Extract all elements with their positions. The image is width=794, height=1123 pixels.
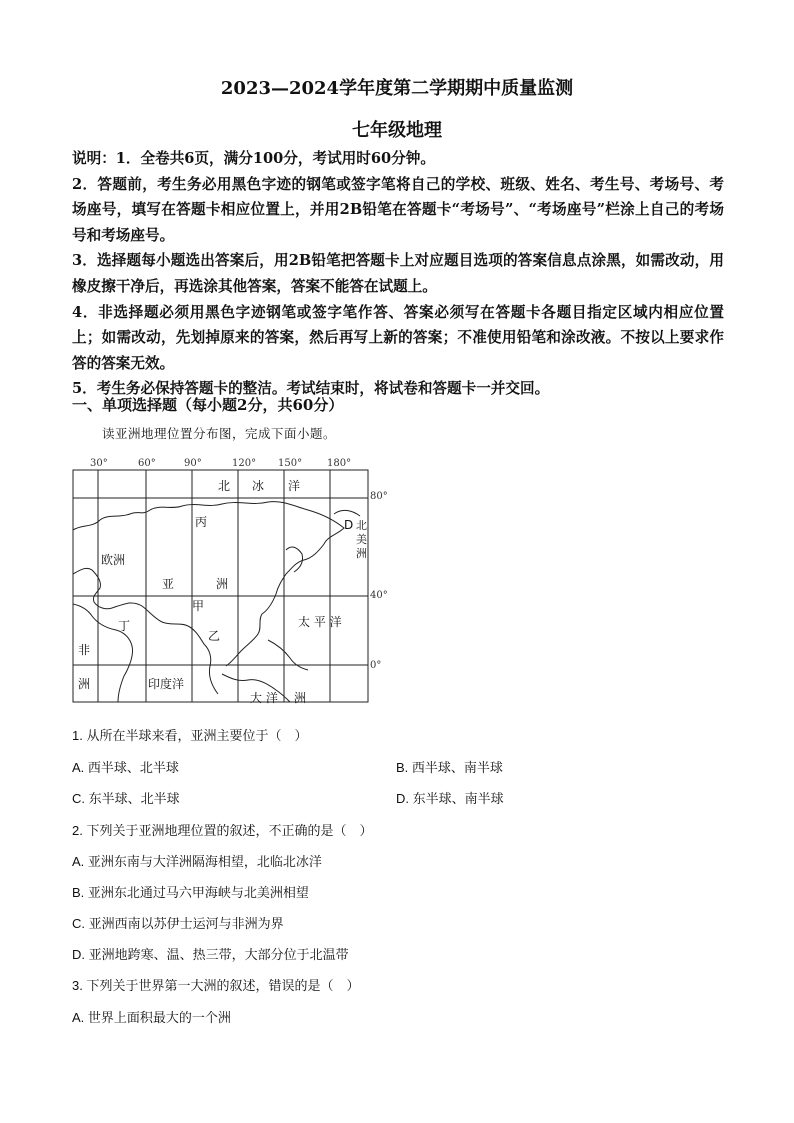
answer-option[interactable]: A. 世界上面积最大的一个洲 bbox=[72, 1010, 231, 1025]
map-label-bing: 丙 bbox=[195, 515, 208, 529]
question-stem: 1. 从所在半球来看，亚洲主要位于（ ） bbox=[72, 728, 308, 743]
instruction-item: 4．非选择题必须用黑色字迹钢笔或签字笔作答、答案必须写在答题卡各题目指定区域内相应位置上；如需改动，先划掉原来的答案，然后再写上新的答案；不准使用铅笔和涂改液。不按以上要求作答的答案无效。 bbox=[72, 303, 724, 372]
section-intro: 读亚洲地理位置分布图，完成下面小题。 bbox=[102, 426, 337, 441]
map-label-africa: 非 bbox=[78, 643, 91, 657]
map-label-yi: 乙 bbox=[208, 629, 221, 643]
map-label-pacific-ocean: 太 平 洋 bbox=[298, 615, 342, 629]
instruction-item: 2．答题前，考生务必用黑色字迹的钢笔或签字笔将自己的学校、班级、姓名、考生号、考场号、考场座号，填写在答题卡相应位置上，并用2B铅笔在答题卡“考场号”、“考场座号”栏涂上自己的考场号和考场座号。 bbox=[72, 175, 724, 244]
map-label-north-america: 美 bbox=[356, 533, 367, 546]
coastline-outline bbox=[73, 502, 360, 702]
map-label-asia: 洲 bbox=[216, 577, 229, 591]
lon-label: 60° bbox=[138, 458, 156, 469]
lon-label: 180° bbox=[327, 458, 352, 469]
map-label-north-america: 洲 bbox=[356, 547, 367, 560]
instruction-item: 说明：1．全卷共6页，满分100分，考试用时60分钟。 bbox=[72, 150, 435, 167]
answer-option[interactable]: A. 西半球、北半球 bbox=[72, 760, 179, 775]
map-label-arctic-ocean: 北 bbox=[218, 479, 231, 493]
map-label-ding: 丁 bbox=[118, 619, 131, 633]
section-heading: 一、单项选择题（每小题2分，共60分） bbox=[72, 396, 344, 414]
instruction-item: 3．选择题每小题选出答案后，用2B铅笔把答题卡上对应题目选项的答案信息点涂黑，如需改动，用橡皮擦干净后，再选涂其他答案，答案不能答在试题上。 bbox=[72, 252, 724, 295]
question-stem: 3. 下列关于世界第一大洲的叙述，错误的是（ ） bbox=[72, 978, 360, 993]
lon-label: 90° bbox=[184, 458, 202, 469]
map-label-d: D bbox=[344, 518, 354, 532]
lat-label: 0° bbox=[370, 660, 382, 671]
answer-option[interactable]: B. 亚洲东北通过马六甲海峡与北美洲相望 bbox=[72, 885, 309, 900]
instruction-item: 5．考生务必保持答题卡的整洁。考试结束时，将试卷和答题卡一并交回。 bbox=[72, 380, 550, 398]
lon-label: 150° bbox=[278, 458, 303, 469]
map-label-arctic-ocean: 冰 bbox=[252, 479, 265, 493]
map-label-north-america: 北 bbox=[356, 519, 367, 532]
instructions bbox=[72, 146, 724, 402]
answer-option[interactable]: A. 亚洲东南与大洋洲隔海相望，北临北冰洋 bbox=[72, 854, 322, 869]
map-label-jia: 甲 bbox=[192, 599, 205, 613]
map-label-africa: 洲 bbox=[78, 677, 91, 691]
lat-label: 80° bbox=[370, 491, 388, 502]
map-label-asia: 亚 bbox=[162, 577, 175, 591]
map-label-oceania: 大 洋 bbox=[250, 691, 278, 705]
map-label-arctic-ocean: 洋 bbox=[288, 479, 301, 493]
question-stem: 2. 下列关于亚洲地理位置的叙述，不正确的是（ ） bbox=[72, 823, 373, 838]
page-subtitle: 七年级地理 bbox=[352, 120, 442, 141]
answer-option[interactable]: C. 东半球、北半球 bbox=[72, 791, 180, 806]
asia-location-map bbox=[72, 454, 392, 706]
answer-option[interactable]: C. 亚洲西南以苏伊士运河与非洲为界 bbox=[72, 916, 284, 931]
map-label-indian-ocean: 印度洋 bbox=[148, 677, 185, 691]
answer-option[interactable]: D. 东半球、南半球 bbox=[396, 791, 504, 806]
map-label-europe: 欧洲 bbox=[101, 553, 126, 567]
map-label-oceania: 洲 bbox=[294, 691, 307, 705]
lon-label: 30° bbox=[90, 458, 108, 469]
answer-option[interactable]: D. 亚洲地跨寒、温、热三带，大部分位于北温带 bbox=[72, 947, 349, 962]
answer-option[interactable]: B. 西半球、南半球 bbox=[396, 760, 503, 775]
lat-label: 40° bbox=[370, 590, 388, 601]
page-title: 2023—2024学年度第二学期期中质量监测 bbox=[220, 78, 574, 99]
lon-label: 120° bbox=[232, 458, 257, 469]
